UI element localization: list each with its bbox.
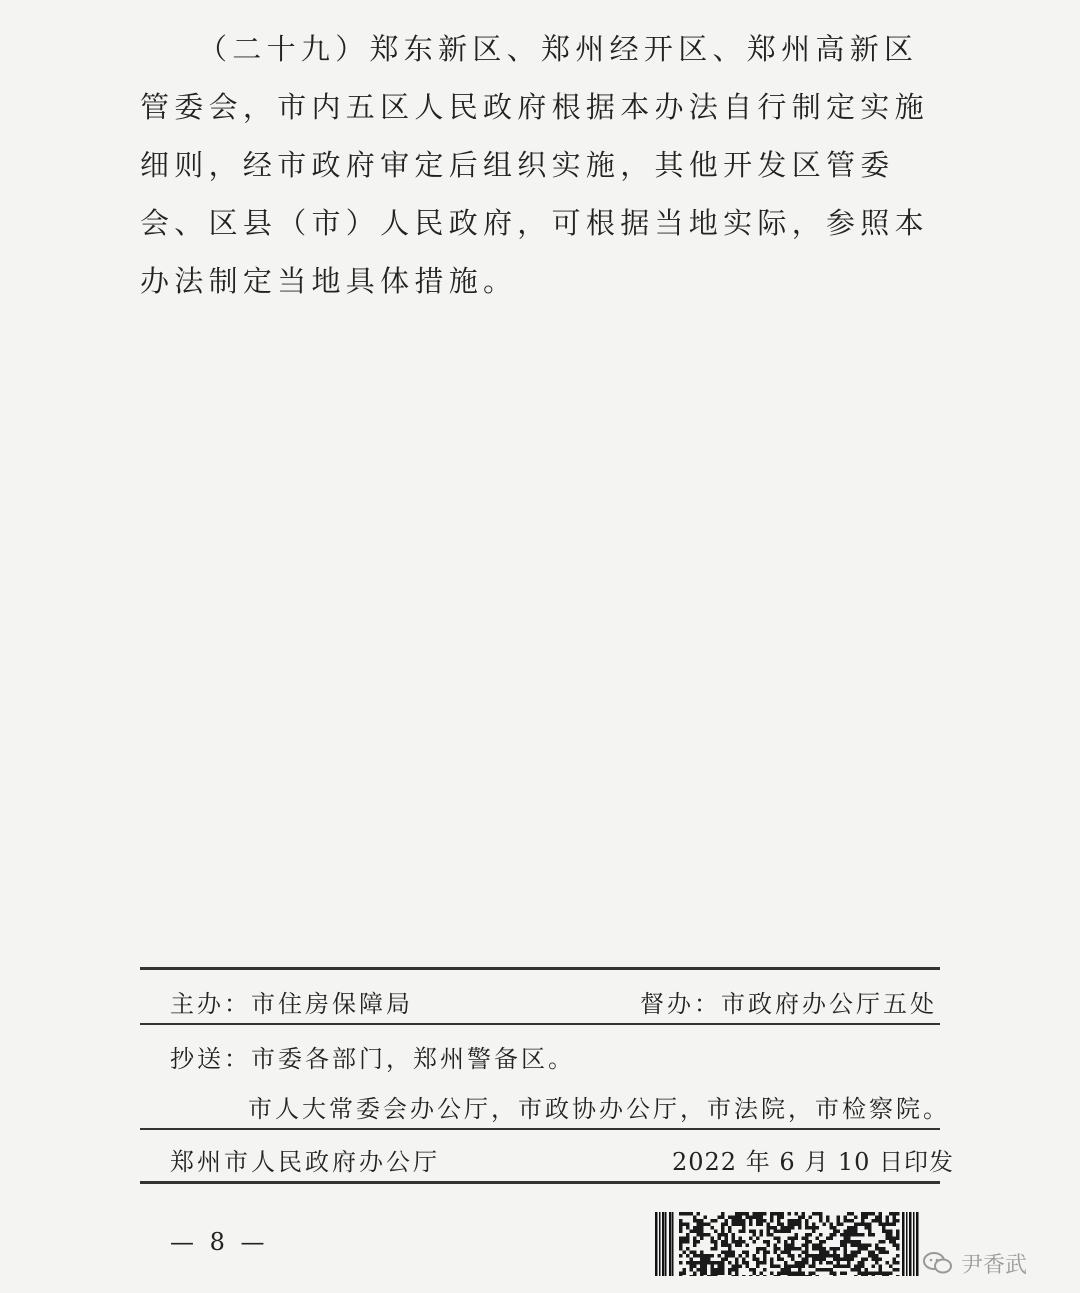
supervise-value: 市政府办公厅五处	[721, 990, 937, 1018]
footer-rule-1	[140, 1023, 940, 1025]
watermark-text: 尹香武	[961, 1253, 1028, 1278]
supervise-label: 督办：	[640, 990, 721, 1018]
page-number: — 8 —	[170, 1228, 269, 1256]
watermark	[923, 1248, 1027, 1281]
footer-rule-2	[140, 1128, 940, 1130]
cc-label: 抄送：	[170, 1045, 251, 1073]
host-line	[170, 984, 413, 1019]
supervise-line	[640, 984, 937, 1019]
footer-bottom-rule	[140, 1181, 940, 1184]
wechat-icon	[923, 1251, 953, 1281]
issue-date: 2022 年 6 月 10 日印发	[672, 1148, 955, 1176]
cc-line2: 市人大常委会办公厅，市政协办公厅，市法院，市检察院。	[248, 1095, 950, 1123]
barcode	[655, 1212, 919, 1276]
host-label: 主办：	[170, 990, 251, 1018]
cc-line1: 市委各部门，郑州警备区。	[251, 1045, 575, 1073]
body-paragraph: （二十九）郑东新区、郑州经开区、郑州高新区管委会，市内五区人民政府根据本办法自行制定实施细则，经市政府审定后组织实施，其他开发区管委会、区县（市）人民政府，可根据当地实际，参照本办法制定当地具体措施。	[140, 32, 929, 298]
cc-line	[170, 1039, 575, 1074]
issuer: 郑州市人民政府办公厅	[170, 1148, 440, 1176]
footer-top-rule	[140, 967, 940, 970]
host-value: 市住房保障局	[251, 990, 413, 1018]
